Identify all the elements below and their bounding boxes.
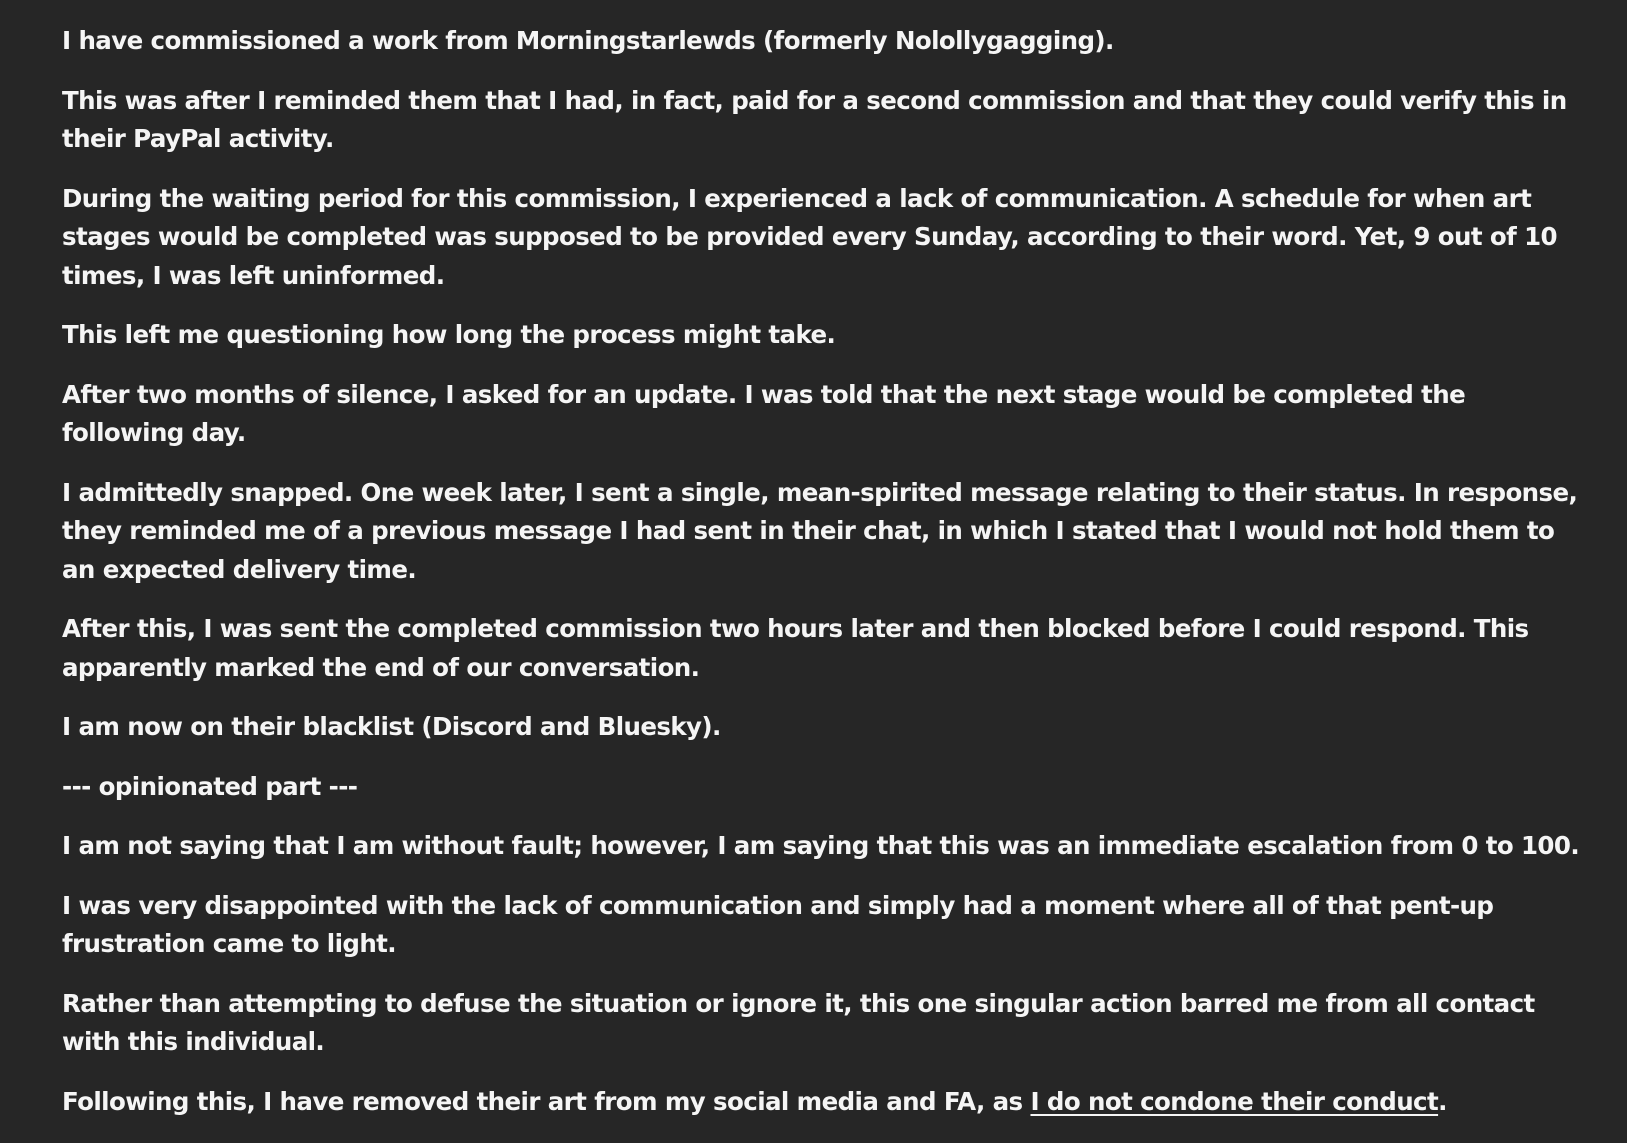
paragraph-barred-contact: Rather than attempting to defuse the situation or ignore it, this one singular action barred me from all contact with this individual.	[62, 988, 1535, 1056]
paragraph-commission-intro: I have commissioned a work from Morningstarlewds (formerly Nolollygagging).	[62, 26, 1114, 55]
paragraph-disappointed: I was very disappointed with the lack of communication and simply had a moment where all of that pent-up frustration came to light.	[62, 890, 1494, 958]
paragraph-second-commission: This was after I reminded them that I had, in fact, paid for a second commission and that they could verify this in their PayPal activity.	[62, 85, 1567, 153]
conduct-link[interactable]: I do not condone their conduct	[1030, 1086, 1439, 1116]
final-prefix-text: Following this, I have removed their art from my social media and FA, as	[62, 1086, 1031, 1116]
final-suffix-text: .	[1438, 1086, 1447, 1116]
post-body	[62, 22, 1590, 1142]
paragraph-not-without-fault: I am not saying that I am without fault; however, I am saying that this was an immediate escalation from 0 to 100.	[62, 831, 1580, 860]
paragraph-questioning-process: This left me questioning how long the process might take.	[62, 320, 836, 349]
paragraph-lack-of-communication: During the waiting period for this commission, I experienced a lack of communication. A schedule for when art stages would be completed was supposed to be provided every Sunday, according to their word. Yet, 9 out of 10 times, I was left uninformed.	[62, 183, 1557, 290]
section-divider-opinionated: --- opinionated part ---	[62, 771, 358, 801]
paragraph-blacklist: I am now on their blacklist (Discord and Bluesky).	[62, 712, 721, 741]
paragraph-final	[62, 1083, 1590, 1122]
paragraph-update-request: After two months of silence, I asked for an update. I was told that the next stage would be completed the following day.	[62, 379, 1466, 447]
paragraph-snapped: I admittedly snapped. One week later, I sent a single, mean-spirited message relating to their status. In response, they reminded me of a previous message I had sent in their chat, in which I stated that I would not hold them to an expected delivery time.	[62, 477, 1578, 584]
paragraph-blocked: After this, I was sent the completed commission two hours later and then blocked before I could respond. This apparently marked the end of our conversation.	[62, 614, 1529, 682]
